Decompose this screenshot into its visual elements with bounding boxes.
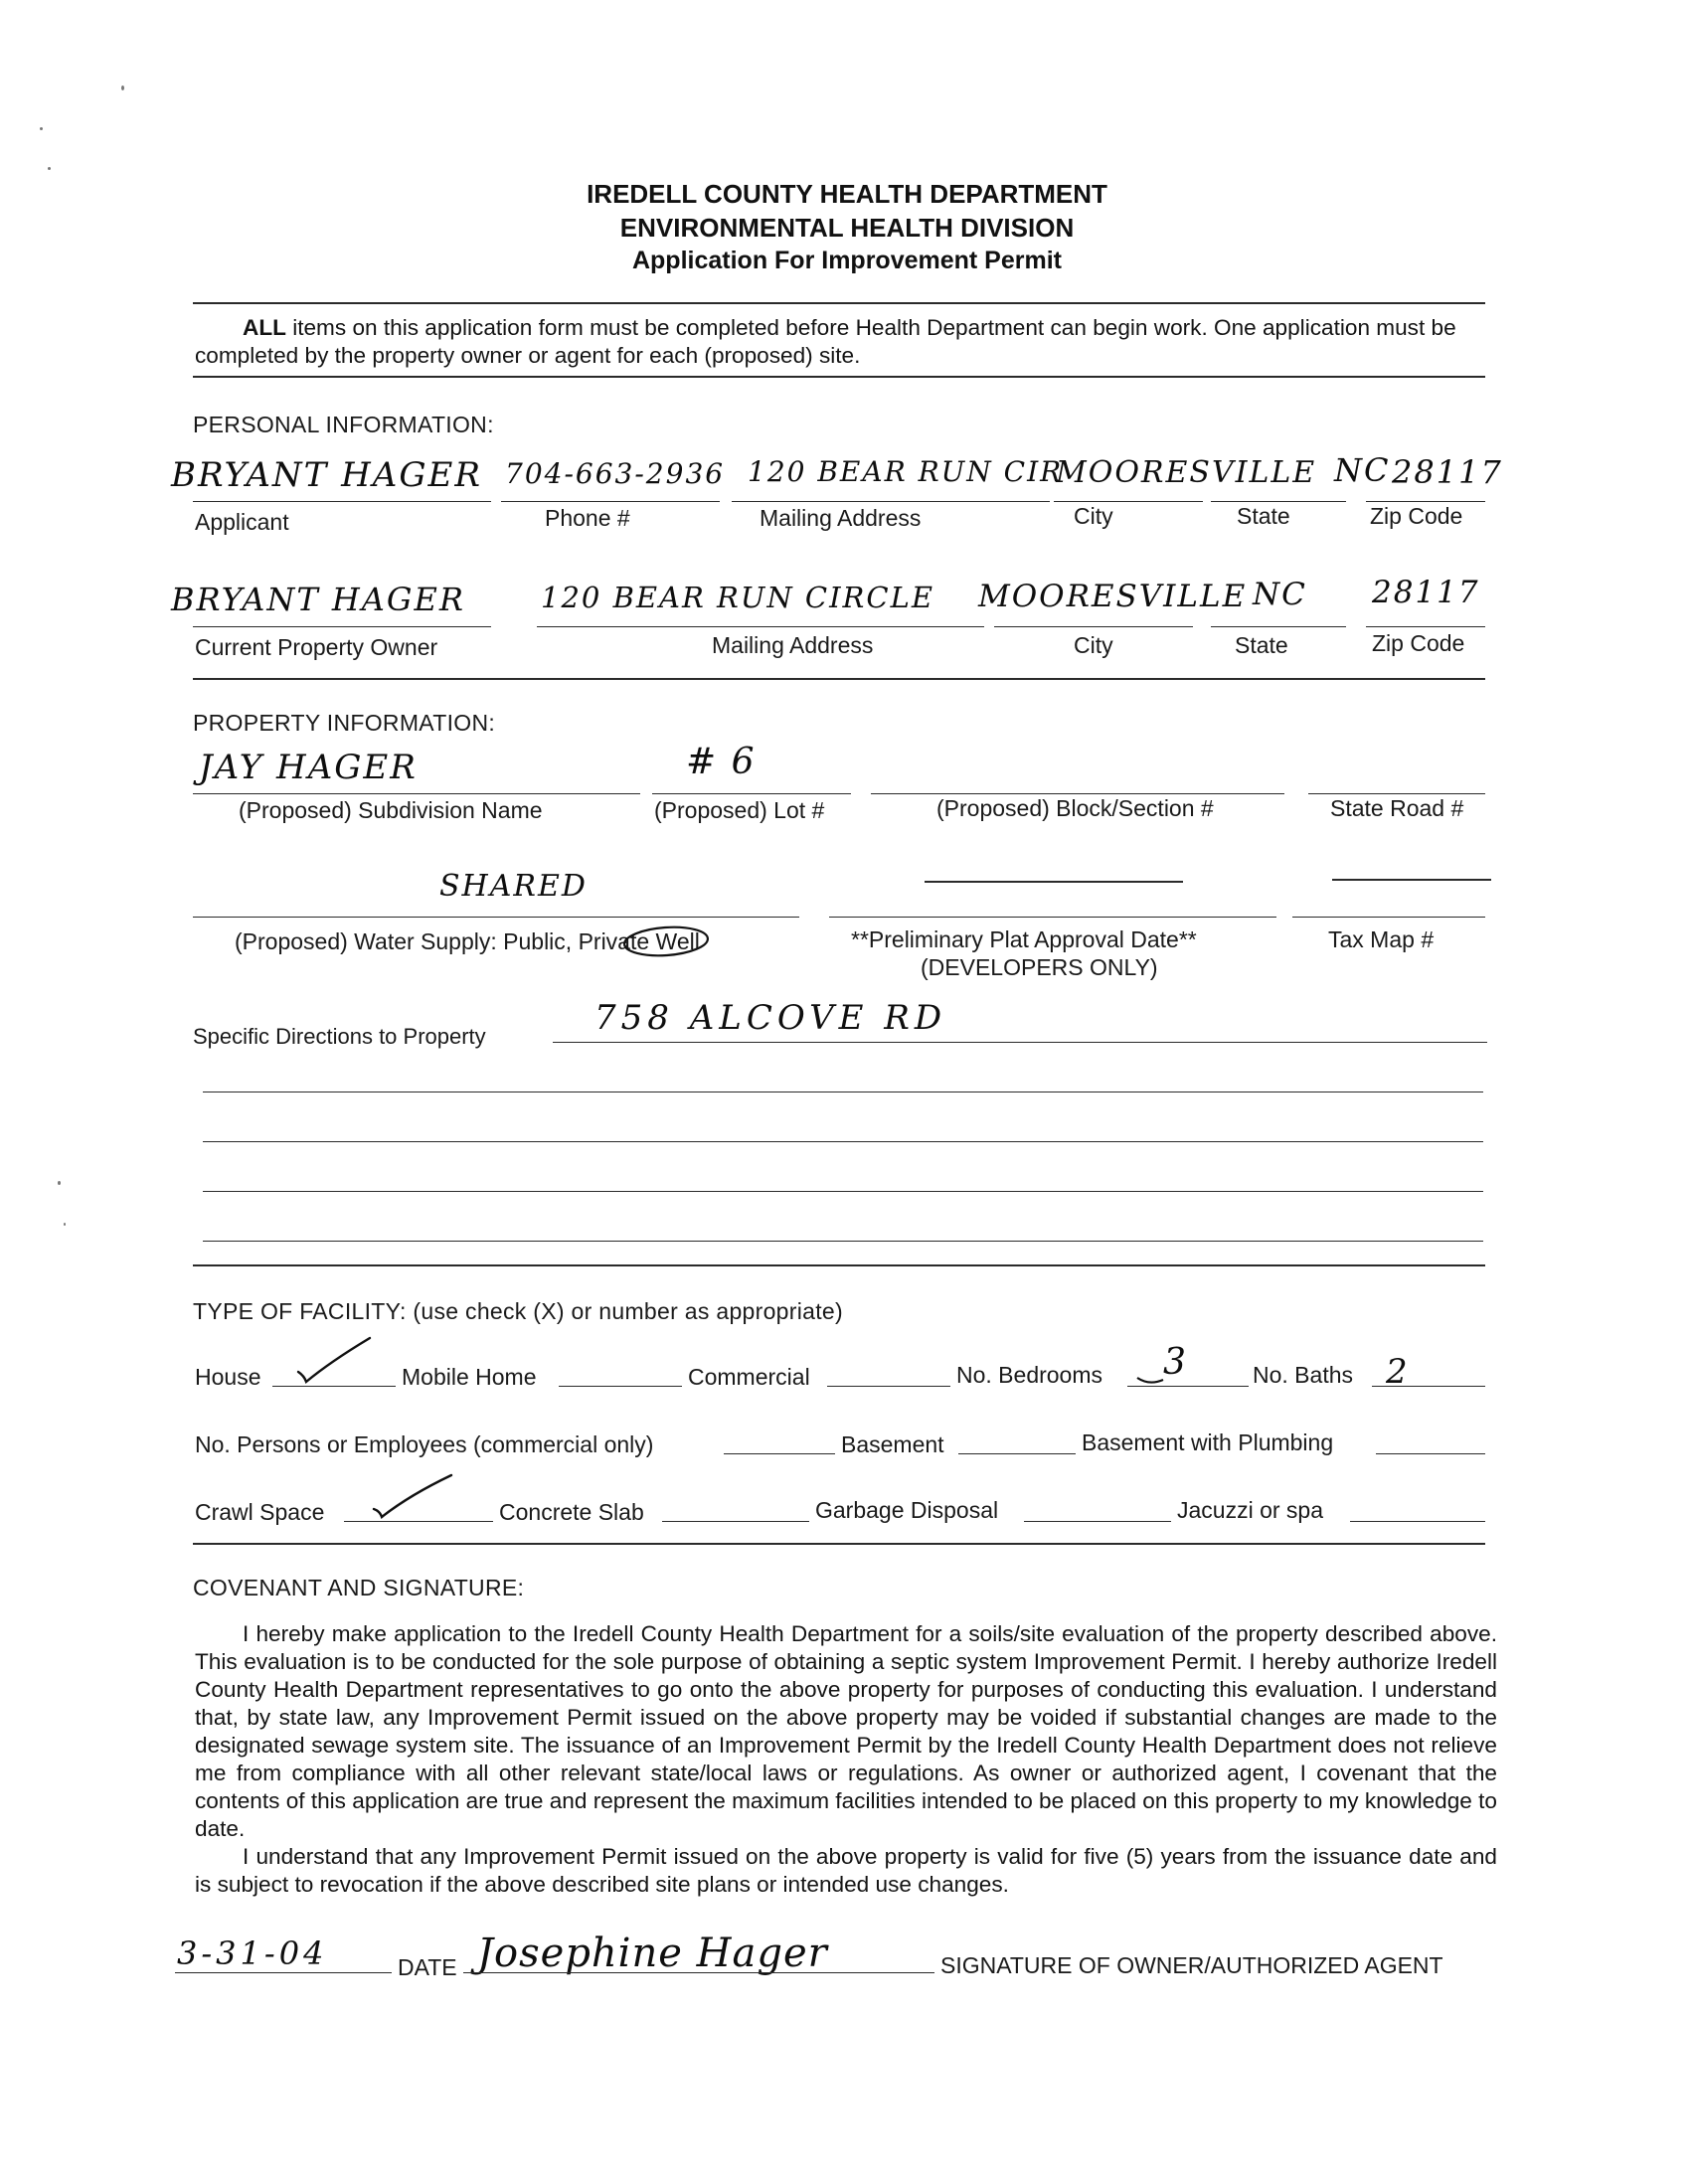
directions-line-1 — [553, 1042, 1487, 1043]
covenant-paragraph-1: I hereby make application to the Iredell County Health Department for a soils/site evaluation of the property described above. This evaluation is to be conducted for the sole purpose of obtaining a septic system Improvement Permit. I hereby authorize Iredell County Health Department representatives to go onto the above property for purposes of conducting this evaluation. I understand that, by state law, any Improvement Permit issued on the above property may be voided if substantial changes are made to the designated sewage system site. The issuance of an Improvement Permit by the Iredell County Health Department does not relieve me from compliance with all other relevant state/local laws or regulations. As owner or authorized agent, I covenant that the contents of this application are true and represent the maximum facilities intended to be placed on this property to my knowledge to date. — [195, 1621, 1497, 1841]
jacuzzi-line — [1350, 1521, 1485, 1522]
form-title: Application For Improvement Permit — [631, 247, 1062, 274]
water-supply-value: SHARED — [439, 869, 588, 904]
subdivision-value: JAY HAGER — [199, 748, 418, 787]
scan-speck — [58, 1181, 61, 1185]
owner-state-value: NC — [1253, 577, 1307, 612]
scan-speck — [64, 1223, 66, 1226]
road-line — [1308, 793, 1485, 794]
property-section-title: PROPERTY INFORMATION: — [193, 710, 496, 736]
house-label: House — [195, 1364, 261, 1390]
applicant-name-value: BRYANT HAGER — [171, 455, 482, 495]
applicant-zip-line — [1366, 501, 1485, 502]
plat-date-value-stroke — [925, 881, 1183, 883]
basement-plumbing-label: Basement with Plumbing — [1082, 1429, 1334, 1455]
document-title: IREDELL COUNTY HEALTH DEPARTMENT — [587, 179, 1107, 209]
date-line — [175, 1972, 392, 1973]
plat-date-label: **Preliminary Plat Approval Date** — [851, 926, 1197, 952]
subdivision-label: (Proposed) Subdivision Name — [239, 797, 543, 823]
directions-value: 758 ALCOVE RD — [594, 998, 947, 1038]
scan-speck — [48, 167, 51, 170]
state-label: State — [1237, 503, 1290, 529]
applicant-city-line — [1054, 501, 1203, 502]
applicant-zip-value: 28117 — [1392, 453, 1503, 491]
commercial-label: Commercial — [688, 1364, 810, 1390]
zip-label: Zip Code — [1370, 503, 1463, 529]
baths-value: 2 — [1386, 1352, 1410, 1392]
basement-plumbing-line — [1376, 1453, 1485, 1454]
private-well-circle-mark — [620, 923, 716, 960]
water-supply-label: (Proposed) Water Supply: Public, Private Well — [235, 928, 700, 954]
block-line — [871, 793, 1284, 794]
persons-line — [724, 1453, 835, 1454]
personal-section-title: PERSONAL INFORMATION: — [193, 412, 494, 437]
bedrooms-value: 3 — [1163, 1342, 1188, 1383]
owner-city-line — [994, 626, 1193, 627]
intro-rule — [193, 376, 1485, 378]
covenant-paragraph-2: I understand that any Improvement Permit issued on the above property is valid for five (5) years from the issuance date and is subject to revocation if the above described site plans or intended use changes. — [195, 1844, 1497, 1897]
jacuzzi-label: Jacuzzi or spa — [1177, 1497, 1324, 1523]
intro-body: items on this application form must be completed before Health Department can begin work. One application must be completed by the property owner or agent for each (proposed) site. — [195, 315, 1456, 368]
owner-state-line — [1211, 626, 1346, 627]
covenant-text — [195, 1620, 1497, 1899]
commercial-line — [827, 1386, 950, 1387]
bedrooms-line — [1127, 1386, 1249, 1387]
owner-zip-value: 28117 — [1372, 575, 1480, 610]
subdivision-line — [193, 793, 640, 794]
applicant-phone-line — [501, 501, 720, 502]
applicant-state-value: NC — [1334, 451, 1391, 489]
owner-city-value: MOORESVILLE — [978, 579, 1248, 614]
bedrooms-label: No. Bedrooms — [956, 1362, 1103, 1388]
intro-text — [195, 314, 1497, 370]
plat-developers-label: (DEVELOPERS ONLY) — [921, 954, 1158, 980]
applicant-state-line — [1211, 501, 1346, 502]
applicant-city-value: MOORESVILLE — [1056, 455, 1317, 490]
personal-rule — [193, 678, 1485, 680]
mobile-home-label: Mobile Home — [402, 1364, 537, 1390]
scan-speck — [121, 85, 124, 90]
mobile-home-line — [559, 1386, 682, 1387]
owner-label: Current Property Owner — [195, 634, 438, 660]
mailing-address-label: Mailing Address — [760, 505, 922, 531]
baths-label: No. Baths — [1253, 1362, 1353, 1388]
directions-line-4 — [203, 1191, 1483, 1192]
intro-bold: ALL — [243, 315, 286, 340]
signature-line — [463, 1972, 934, 1973]
signature-label: SIGNATURE OF OWNER/AUTHORIZED AGENT — [940, 1952, 1443, 1978]
owner-name-line — [193, 626, 491, 627]
directions-line-5 — [203, 1241, 1483, 1242]
lot-label: (Proposed) Lot # — [654, 797, 825, 823]
crawl-space-check-mark — [370, 1467, 459, 1523]
garbage-disposal-label: Garbage Disposal — [815, 1497, 999, 1523]
owner-state-label: State — [1235, 632, 1288, 658]
owner-name-value: BRYANT HAGER — [171, 581, 465, 618]
taxmap-value-stroke — [1332, 879, 1491, 881]
applicant-phone-value: 704-663-2936 — [505, 457, 726, 490]
lot-line — [652, 793, 851, 794]
house-check-mark — [292, 1332, 382, 1388]
signature-date-value: 3-31-04 — [177, 1934, 328, 1972]
scan-speck — [40, 127, 43, 130]
crawl-space-label: Crawl Space — [195, 1499, 325, 1525]
city-label: City — [1074, 503, 1113, 529]
covenant-section-title: COVENANT AND SIGNATURE: — [193, 1575, 525, 1600]
division-title: ENVIRONMENTAL HEALTH DIVISION — [619, 213, 1075, 243]
baths-line — [1372, 1386, 1485, 1387]
lot-value: # 6 — [686, 742, 757, 782]
applicant-address-line — [732, 501, 1050, 502]
applicant-label: Applicant — [195, 509, 289, 535]
owner-zip-label: Zip Code — [1372, 630, 1465, 656]
water-supply-line — [193, 917, 799, 918]
concrete-slab-label: Concrete Slab — [499, 1499, 644, 1525]
applicant-address-value: 120 BEAR RUN CIR — [748, 455, 1064, 488]
taxmap-label: Tax Map # — [1328, 926, 1435, 952]
basement-line — [958, 1453, 1076, 1454]
owner-address-line — [537, 626, 984, 627]
basement-label: Basement — [841, 1431, 944, 1457]
facility-rule — [193, 1543, 1485, 1545]
persons-label: No. Persons or Employees (commercial only) — [195, 1431, 654, 1457]
directions-label: Specific Directions to Property — [193, 1024, 486, 1049]
taxmap-line — [1292, 917, 1485, 918]
property-rule — [193, 1264, 1485, 1266]
owner-zip-line — [1366, 626, 1485, 627]
owner-mailing-label: Mailing Address — [712, 632, 874, 658]
plat-date-line — [829, 917, 1276, 918]
facility-section-title: TYPE OF FACILITY: (use check (X) or number as appropriate) — [193, 1298, 843, 1324]
owner-signature: Josephine Hager — [477, 1931, 828, 1976]
owner-city-label: City — [1074, 632, 1113, 658]
owner-address-value: 120 BEAR RUN CIRCLE — [541, 581, 935, 614]
header-rule — [193, 302, 1485, 304]
road-label: State Road # — [1330, 795, 1464, 821]
applicant-name-line — [193, 501, 491, 502]
garbage-disposal-line — [1024, 1521, 1171, 1522]
date-label: DATE — [398, 1954, 457, 1980]
phone-label: Phone # — [545, 505, 630, 531]
directions-line-3 — [203, 1141, 1483, 1142]
concrete-slab-line — [662, 1521, 809, 1522]
block-label: (Proposed) Block/Section # — [936, 795, 1214, 821]
